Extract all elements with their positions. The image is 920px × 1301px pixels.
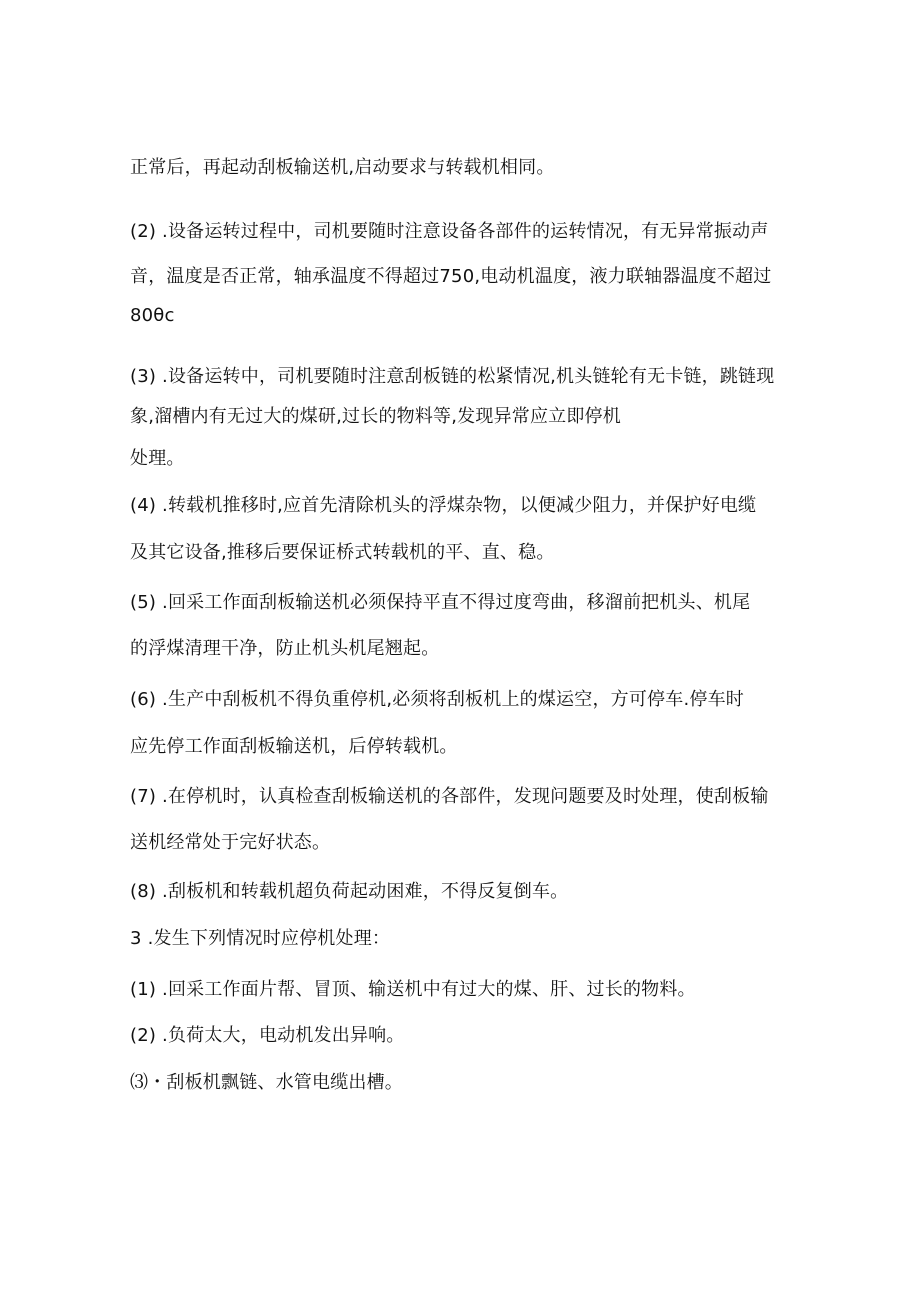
text-line: ⑶・刮板机飘链、水管电缆出槽。 [130,1072,403,1093]
text-line: (8) .刮板机和转载机超负荷起动困难，不得反复倒车。 [130,881,569,902]
text-line: (1) .回采工作面片帮、冒顶、输送机中有过大的煤、肝、过长的物料。 [130,979,696,1000]
text-line: (7) .在停机时，认真检查刮板输送机的各部件，发现问题要及时处理，使刮板输 [130,786,769,807]
text-line: 应先停工作面刮板输送机，后停转载机。 [130,736,458,757]
text-line: (2) .负荷太大，电动机发出异响。 [130,1025,405,1046]
text-line: (3) .设备运转中，司机要随时注意刮板链的松紧情况,机头链轮有无卡链，跳链现 [130,366,775,387]
text-line: 处理。 [130,448,185,469]
text-line: (5) .回采工作面刮板输送机必须保持平直不得过度弯曲，移溜前把机头、机尾 [130,592,751,613]
text-line: 象,溜槽内有无过大的煤研,过长的物料等,发现异常应立即停机 [130,406,621,427]
text-line: (2) .设备运转过程中，司机要随时注意设备各部件的运转情况，有无异常振动声 [130,221,769,242]
text-line: 3 .发生下列情况时应停机处理： [130,928,391,949]
text-line: 80θc [130,305,175,326]
text-line: 的浮煤清理干净，防止机头机尾翘起。 [130,638,440,659]
text-line: 音，温度是否正常，轴承温度不得超过750,电动机温度，液力联轴器温度不超过 [130,266,772,287]
text-line: (4) .转载机推移时,应首先清除机头的浮煤杂物，以便减少阻力，并保护好电缆 [130,495,757,516]
text-line: 正常后，再起动刮板输送机,启动要求与转载机相同。 [130,157,555,178]
text-line: (6) .生产中刮板机不得负重停机,必须将刮板机上的煤运空，方可停车.停车时 [130,689,744,710]
text-line: 及其它设备,推移后要保证桥式转载机的平、直、稳。 [130,542,555,563]
text-line: 送机经常处于完好状态。 [130,832,331,853]
